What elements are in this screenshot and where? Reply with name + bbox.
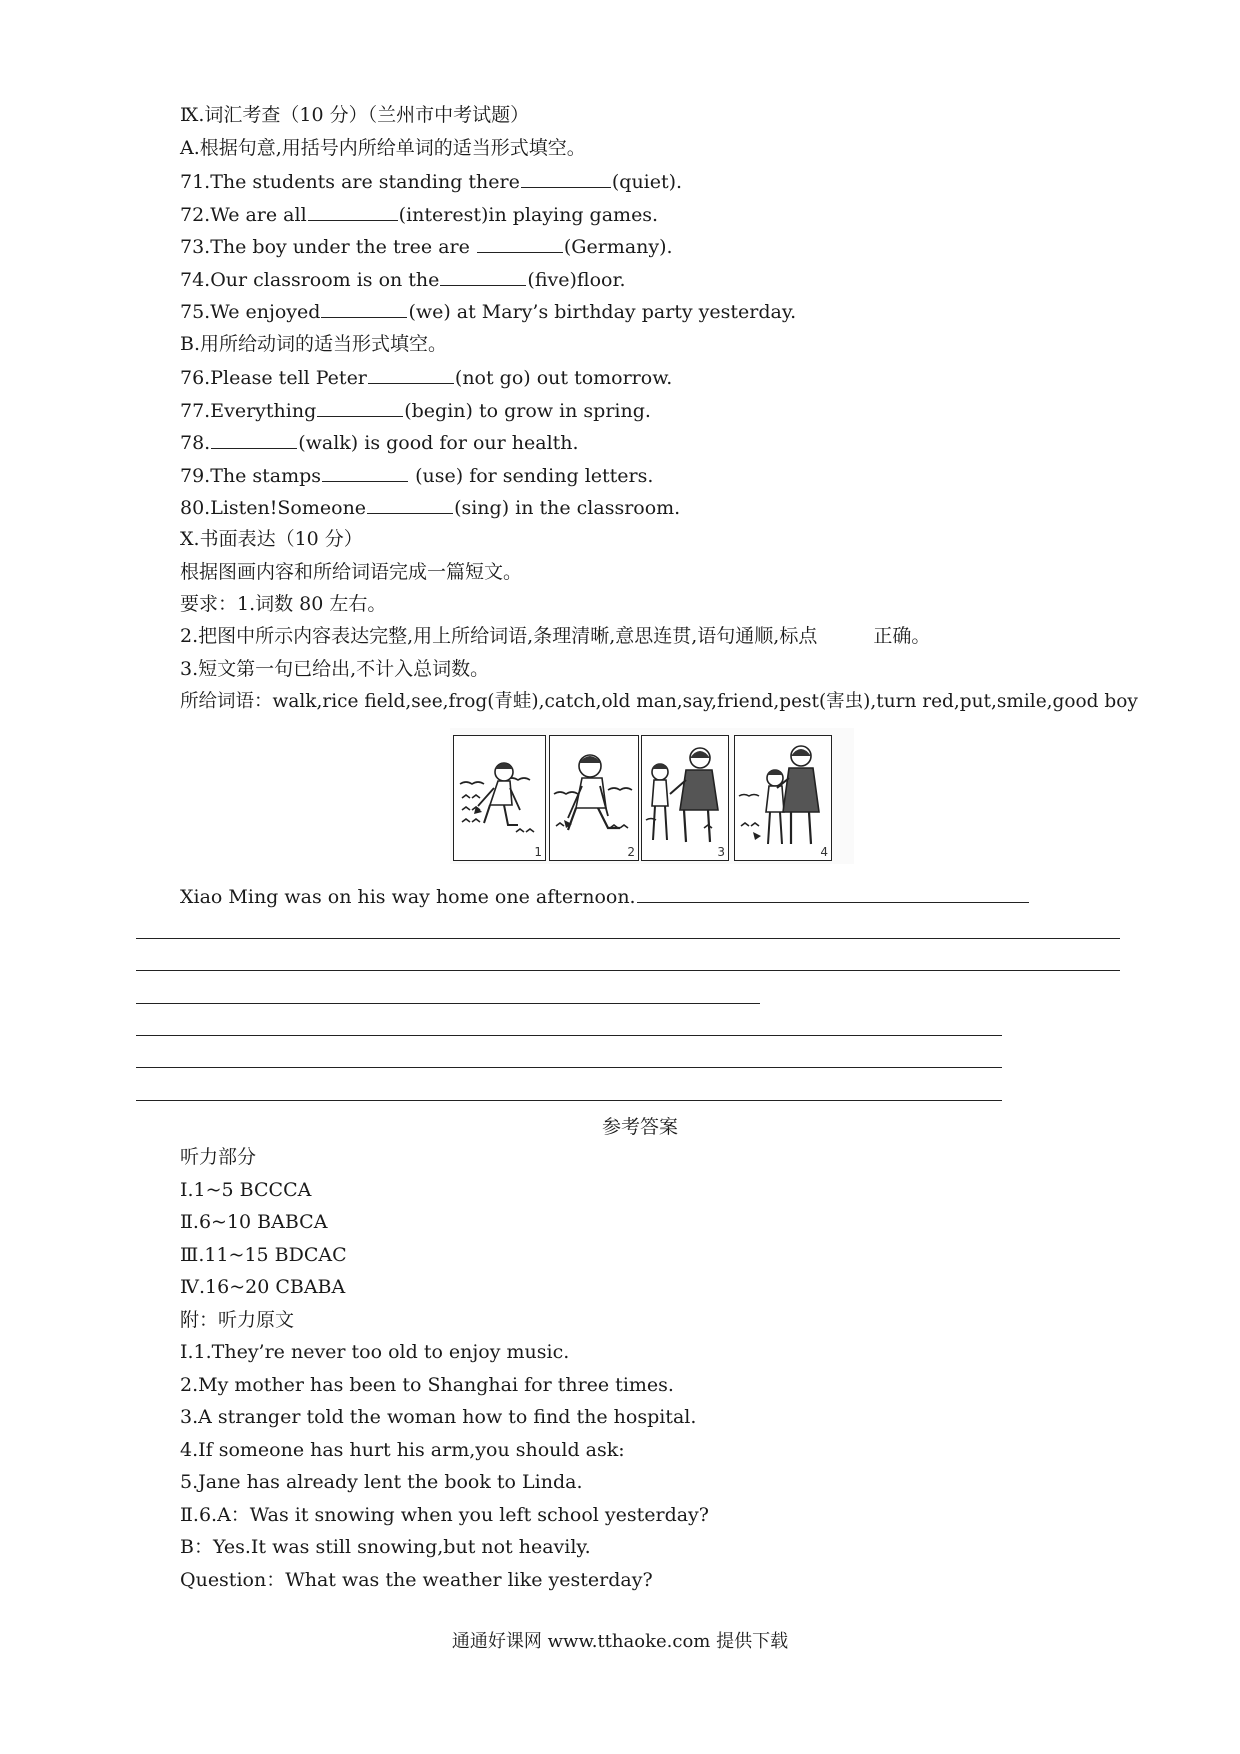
boy-catching-frog-illustration [550, 736, 638, 860]
panel-number-1: 1 [534, 845, 542, 859]
question-80 [180, 495, 680, 520]
question-71 [180, 169, 682, 194]
question-73 [180, 234, 673, 259]
writing-line-2[interactable] [136, 970, 1120, 971]
listening-script-title: 附：听力原文 [180, 1309, 295, 1331]
question-80-text: 80.Listen!Someone [180, 497, 367, 519]
answer-blank-77[interactable] [317, 398, 403, 417]
opening-sentence [180, 884, 1030, 909]
question-71-text: 71.The students are standing there [180, 171, 520, 193]
question-75-text: 75.We enjoyed [180, 301, 321, 323]
picture-panel-4 [734, 735, 832, 861]
answer-blank-80[interactable] [367, 495, 453, 514]
part-a-title: A.根据句意,用括号内所给单词的适当形式填空。 [180, 137, 586, 159]
script-line-5: 5.Jane has already lent the book to Linda. [180, 1471, 583, 1493]
panel-number-2: 2 [627, 845, 635, 859]
question-72 [180, 202, 658, 227]
picture-strip [450, 728, 854, 864]
question-73-hint: (Germany). [563, 236, 673, 258]
script-line-3: 3.A stranger told the woman how to find the hospital. [180, 1406, 697, 1428]
question-78-hint: (walk) is good for our health. [298, 432, 579, 454]
picture-panel-2 [549, 735, 639, 861]
answer-key-title: 参考答案 [601, 1116, 678, 1138]
picture-panel-1 [453, 735, 546, 861]
script-line-4: 4.If someone has hurt his arm,you should ask: [180, 1439, 625, 1461]
old-man-smiling-illustration [735, 736, 831, 860]
writing-line-6[interactable] [136, 1100, 1002, 1101]
script-line-6: Ⅱ.6.A：Was it snowing when you left school yesterday? [180, 1504, 709, 1526]
boy-in-field-illustration [454, 736, 545, 860]
listening-section-title: 听力部分 [180, 1146, 257, 1168]
question-79 [180, 463, 653, 488]
question-78 [180, 430, 579, 455]
section-10-title: Ⅹ.书面表达（10 分） [180, 528, 363, 550]
writing-line-3[interactable] [136, 1003, 760, 1004]
question-72-hint: (interest)in playing games. [398, 204, 659, 226]
answer-line-1: Ⅰ.1~5 BCCCA [180, 1179, 312, 1201]
answer-line-4: Ⅳ.16~20 CBABA [180, 1276, 346, 1298]
question-77-hint: (begin) to grow in spring. [404, 400, 651, 422]
opening-sentence-text: Xiao Ming was on his way home one afternoon. [180, 886, 636, 908]
panel-number-4: 4 [820, 845, 828, 859]
section-9-title: Ⅸ.词汇考查（10 分）（兰州市中考试题） [180, 104, 530, 126]
requirement-1: 要求：1.词数 80 左右。 [180, 593, 387, 615]
question-74 [180, 267, 625, 292]
requirement-3: 3.短文第一句已给出,不计入总词数。 [180, 658, 490, 680]
script-line-1: Ⅰ.1.They’re never too old to enjoy music. [180, 1341, 570, 1363]
requirement-2 [180, 624, 930, 648]
answer-blank-78[interactable] [211, 430, 297, 449]
question-74-text: 74.Our classroom is on the [180, 269, 440, 291]
page-footer: 通通好课网 www.tthaoke.com 提供下载 [451, 1631, 789, 1652]
question-79-text: 79.The stamps [180, 465, 322, 487]
writing-blank-first-line[interactable] [637, 884, 1029, 903]
question-73-text: 73.The boy under the tree are [180, 236, 476, 258]
question-76-hint: (not go) out tomorrow. [454, 367, 673, 389]
question-72-text: 72.We are all [180, 204, 307, 226]
picture-panel-3 [641, 735, 729, 861]
question-77-text: 77.Everything [180, 400, 317, 422]
writing-line-1[interactable] [136, 938, 1120, 939]
writing-instruction: 根据图画内容和所给词语完成一篇短文。 [180, 561, 523, 583]
question-74-hint: (five)floor. [527, 269, 626, 291]
answer-line-3: Ⅲ.11~15 BDCAC [180, 1244, 347, 1266]
question-76-text: 76.Please tell Peter [180, 367, 367, 389]
answer-blank-79[interactable] [322, 463, 408, 482]
boy-and-old-man-illustration [642, 736, 728, 860]
given-words: 所给词语：walk,rice field,see,frog(青蛙),catch,old man,say,friend,pest(害虫),turn red,put,smile,good boy [180, 691, 1138, 712]
question-78-text: 78. [180, 432, 211, 454]
panel-number-3: 3 [717, 845, 725, 859]
question-79-hint: (use) for sending letters. [409, 465, 654, 487]
answer-blank-72[interactable] [308, 202, 398, 221]
requirement-2-tail: 正确。 [873, 625, 931, 647]
question-80-hint: (sing) in the classroom. [454, 497, 681, 519]
answer-line-2: Ⅱ.6~10 BABCA [180, 1211, 328, 1233]
answer-blank-74[interactable] [440, 267, 526, 286]
answer-blank-71[interactable] [521, 169, 611, 188]
question-75 [180, 299, 796, 324]
part-b-title: B.用所给动词的适当形式填空。 [180, 333, 448, 355]
script-line-2: 2.My mother has been to Shanghai for three times. [180, 1374, 674, 1396]
requirement-2-text: 2.把图中所示内容表达完整,用上所给词语,条理清晰,意思连贯,语句通顺,标点 [180, 625, 818, 647]
answer-blank-73[interactable] [477, 234, 563, 253]
question-71-hint: (quiet). [611, 171, 683, 193]
writing-line-4[interactable] [136, 1035, 1002, 1036]
answer-blank-76[interactable] [368, 365, 454, 384]
question-76 [180, 365, 672, 390]
answer-blank-75[interactable] [321, 299, 407, 318]
question-75-hint: (we) at Mary’s birthday party yesterday. [408, 301, 797, 323]
writing-line-5[interactable] [136, 1067, 1002, 1068]
script-line-8: Question：What was the weather like yesterday? [180, 1569, 653, 1591]
script-line-7: B：Yes.It was still snowing,but not heavily. [180, 1536, 591, 1558]
question-77 [180, 398, 651, 423]
